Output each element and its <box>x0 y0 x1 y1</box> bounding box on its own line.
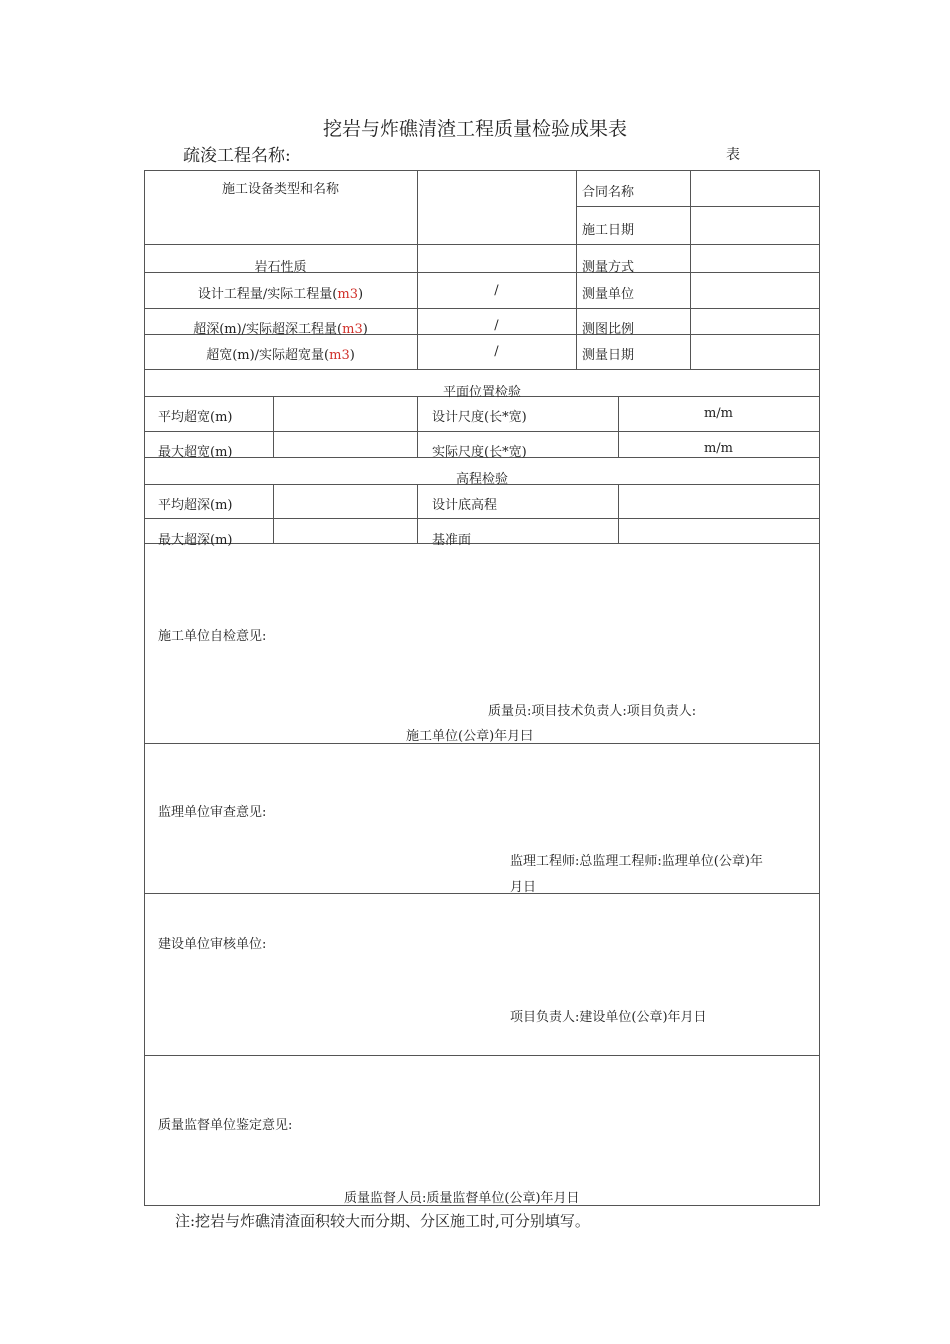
slash-value: / <box>494 318 499 333</box>
slash-value: / <box>494 344 499 359</box>
contractor-seal: 施工单位(公章)年月曰 <box>406 729 534 744</box>
table-border-right <box>819 170 820 1205</box>
table-line <box>576 206 820 207</box>
avg-overwidth-label: 平均超宽(m) <box>158 410 233 425</box>
survey-unit-label: 测量单位 <box>582 287 635 302</box>
design-quantity-label: 设计工程量/实际工程量(m3) <box>197 287 364 302</box>
construction-date-label: 施工日期 <box>582 223 635 238</box>
table-line <box>144 369 820 370</box>
elevation-check-header: 高程检验 <box>455 472 508 487</box>
overwidth-quantity-label: 超宽(m)/实际超宽量(m3) <box>206 348 355 363</box>
table-line <box>576 170 577 369</box>
owner-opinion-label: 建设单位审核单位: <box>158 937 267 952</box>
rock-nature-label: 岩石性质 <box>254 260 307 275</box>
table-line <box>690 170 691 369</box>
table-line <box>144 431 820 432</box>
project-name-label: 疏浚工程名称: <box>183 146 291 166</box>
table-line <box>144 244 820 245</box>
table-line <box>273 484 274 543</box>
table-line <box>144 893 820 894</box>
slash-value: / <box>494 283 499 298</box>
table-number-label: 表 <box>726 147 740 163</box>
plane-check-header: 平面位置检验 <box>442 385 521 400</box>
footnote: 注:挖岩与炸礁清渣面积较大而分期、分区施工时,可分别填写。 <box>175 1212 590 1230</box>
supervisor-date: 月日 <box>510 880 537 895</box>
equipment-label: 施工设备类型和名称 <box>221 182 339 197</box>
supervisor-opinion-label: 监理单位审查意见: <box>158 805 267 820</box>
table-line <box>144 543 820 544</box>
survey-method-label: 测量方式 <box>582 260 635 275</box>
document-title: 挖岩与炸礁清渣工程质量检验成果表 <box>322 118 627 140</box>
actual-size-label: 实际尺度(长*宽) <box>432 445 527 460</box>
table-line <box>417 170 418 369</box>
owner-signatures: 项目负责人:建设单位(公章)年月日 <box>510 1010 707 1025</box>
design-size-label: 设计尺度(长*宽) <box>432 410 527 425</box>
table-line <box>144 518 820 519</box>
table-line <box>417 484 418 543</box>
table-border-top <box>144 170 820 171</box>
map-scale-label: 测图比例 <box>582 322 635 337</box>
quality-opinion-label: 质量监督单位鉴定意见: <box>158 1118 293 1133</box>
max-overwidth-label: 最大超宽(m) <box>158 445 233 460</box>
survey-date-label: 测量日期 <box>582 348 635 363</box>
supervisor-signatures: 监理工程师:总监理工程师:监理单位(公章)年 <box>510 854 763 869</box>
design-bottom-label: 设计底高程 <box>432 498 498 513</box>
table-line <box>618 484 619 543</box>
contractor-signatures: 质量员:项目技术负责人:项目负责人: <box>488 704 697 719</box>
max-overdepth-label: 最大超深(m) <box>158 533 233 548</box>
table-line <box>273 396 274 457</box>
avg-overdepth-label: 平均超深(m) <box>158 498 233 513</box>
table-line <box>417 396 418 457</box>
unit-mm: m/m <box>703 406 734 421</box>
contract-name-label: 合同名称 <box>582 185 635 200</box>
overdepth-quantity-label: 超深(m)/实际超深工程量(m3) <box>193 322 368 337</box>
datum-label: 基准面 <box>432 533 472 548</box>
table-line <box>144 308 820 309</box>
unit-mm: m/m <box>703 441 734 456</box>
table-line <box>144 1055 820 1056</box>
quality-signatures: 质量监督人员:质量监督单位(公章)年月日 <box>344 1191 580 1206</box>
contractor-opinion-label: 施工单位自检意见: <box>158 629 267 644</box>
